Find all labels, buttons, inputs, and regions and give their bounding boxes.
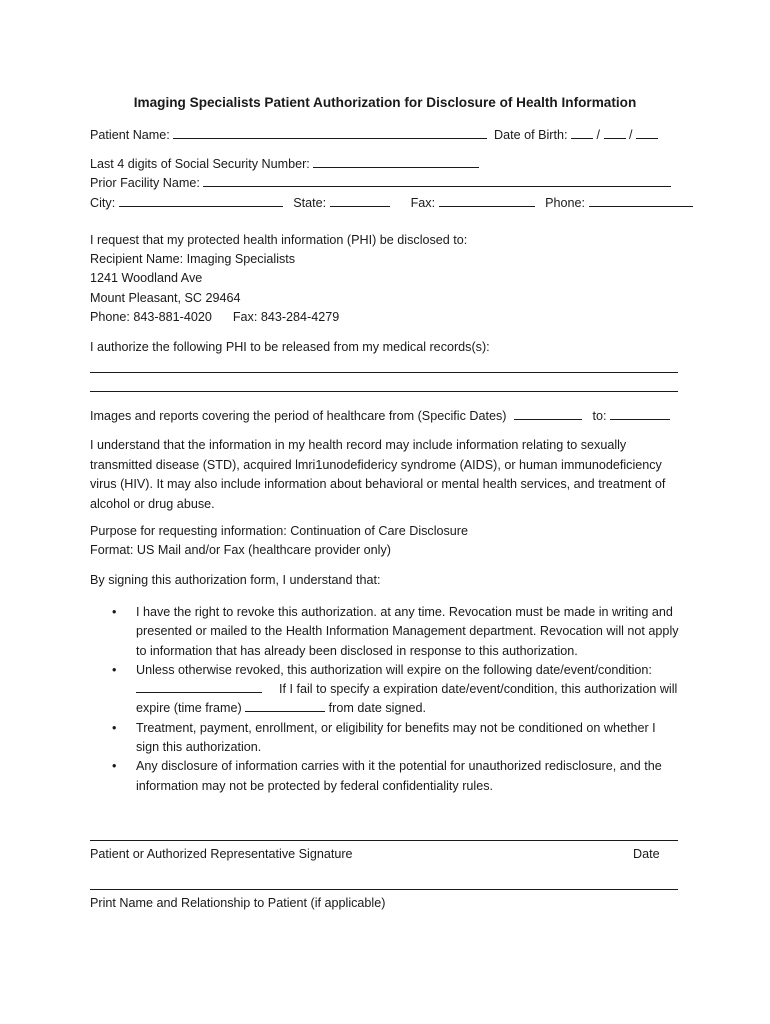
dob-label: Date of Birth: [494, 128, 568, 142]
format-text: Format: US Mail and/or Fax (healthcare provider only) [90, 543, 391, 557]
period-row [90, 407, 670, 423]
expiration-text-part2: If I fail to specify a expiration date/event/condition, this authorization will expire (time frame) [136, 682, 678, 716]
period-label: Images and reports covering the period of healthcare from (Specific Dates) [90, 409, 507, 423]
recipient-phone: Phone: 843-881-4020 [90, 310, 212, 324]
ssn-row [90, 155, 479, 171]
state-field[interactable] [330, 194, 390, 207]
list-item [112, 757, 682, 796]
dob-row [494, 126, 658, 142]
prior-facility-label: Prior Facility Name: [90, 176, 200, 190]
phi-records-line-2[interactable] [90, 391, 678, 392]
sensitive-info-notice: I understand that the information in my health record may include information relating to sexually transmitted disease (STD), acquired lmri1unodefidericy syndrome (AIDS), or human immunodeficiency virus (HIV). It may also include information about behavioral or mental health services, and treatment of alcohol or drug abuse. [90, 438, 666, 511]
period-to-label: to: [592, 409, 607, 423]
list-item [112, 603, 682, 661]
fax-label: Fax: [410, 196, 436, 210]
recipient-address-line2: Mount Pleasant, SC 29464 [90, 291, 241, 305]
dob-month-field[interactable] [571, 126, 593, 139]
bullet-icon: • [112, 662, 117, 677]
purpose-text: Purpose for requesting information: Continuation of Care Disclosure [90, 524, 469, 538]
recipient-name: Recipient Name: Imaging Specialists [90, 252, 296, 266]
patient-name-field[interactable] [173, 126, 487, 139]
bullet-icon: • [112, 605, 117, 619]
patient-name-row [90, 126, 487, 142]
city-field[interactable] [119, 194, 283, 207]
expiration-text-part3: from date signed. [328, 701, 426, 716]
authorize-statement: I authorize the following PHI to be released from my medical records(s): [90, 340, 490, 354]
print-name-line[interactable] [90, 889, 678, 890]
list-item [112, 661, 682, 719]
phone-field[interactable] [589, 194, 693, 207]
fax-field[interactable] [439, 194, 535, 207]
signing-intro: By signing this authorization form, I understand that: [90, 573, 381, 587]
prior-facility-row [90, 174, 671, 190]
prior-facility-field[interactable] [203, 174, 671, 187]
dob-day-field[interactable] [604, 126, 626, 139]
print-name-label: Print Name and Relationship to Patient (if applicable) [90, 896, 386, 910]
ssn-field[interactable] [313, 155, 479, 168]
no-conditioning-text: Treatment, payment, enrollment, or eligibility for benefits may not be conditioned on whether I sign this authorization. [136, 720, 656, 755]
expiration-condition-field[interactable] [136, 680, 262, 693]
recipient-address-line1: 1241 Woodland Ave [90, 271, 203, 285]
patient-name-label: Patient Name: [90, 128, 170, 142]
signature-line[interactable] [90, 840, 678, 841]
terms-list [112, 603, 682, 796]
bullet-icon: • [112, 759, 117, 774]
request-intro: I request that my protected health information (PHI) be disclosed to: [90, 233, 468, 247]
period-from-field[interactable] [514, 407, 582, 420]
dob-separator: / [629, 128, 633, 142]
period-to-field[interactable] [610, 407, 670, 420]
bullet-icon: • [112, 720, 117, 735]
signature-label: Patient or Authorized Representative Signature [90, 847, 353, 861]
dob-year-field[interactable] [636, 126, 658, 139]
expiration-text-part1: Unless otherwise revoked, this authorization will expire on the following date/event/condition: [136, 662, 652, 677]
ssn-label: Last 4 digits of Social Security Number: [90, 157, 310, 171]
state-label: State: [293, 196, 327, 210]
expiration-timeframe-field[interactable] [245, 699, 325, 712]
page-title: Imaging Specialists Patient Authorization for Disclosure of Health Information [133, 95, 637, 110]
phone-label: Phone: [545, 196, 586, 210]
redisclosure-text: Any disclosure of information carries with it the potential for unauthorized redisclosure, and the information may not be protected by federal confidentiality rules. [136, 759, 662, 793]
city-row [90, 194, 693, 210]
dob-separator: / [596, 128, 600, 142]
signature-date-label: Date [633, 847, 660, 861]
revoke-right-text: I have the right to revoke this authorization. at any time. Revocation must be made in writing and presented or mailed to the Health Information Management department. Revocation will not apply to information that has already been disclosed in response to this authorization. [136, 605, 679, 658]
recipient-fax: Fax: 843-284-4279 [232, 310, 340, 324]
city-label: City: [90, 196, 116, 210]
phi-records-line-1[interactable] [90, 372, 678, 373]
recipient-contact [90, 310, 339, 324]
list-item [112, 719, 682, 758]
